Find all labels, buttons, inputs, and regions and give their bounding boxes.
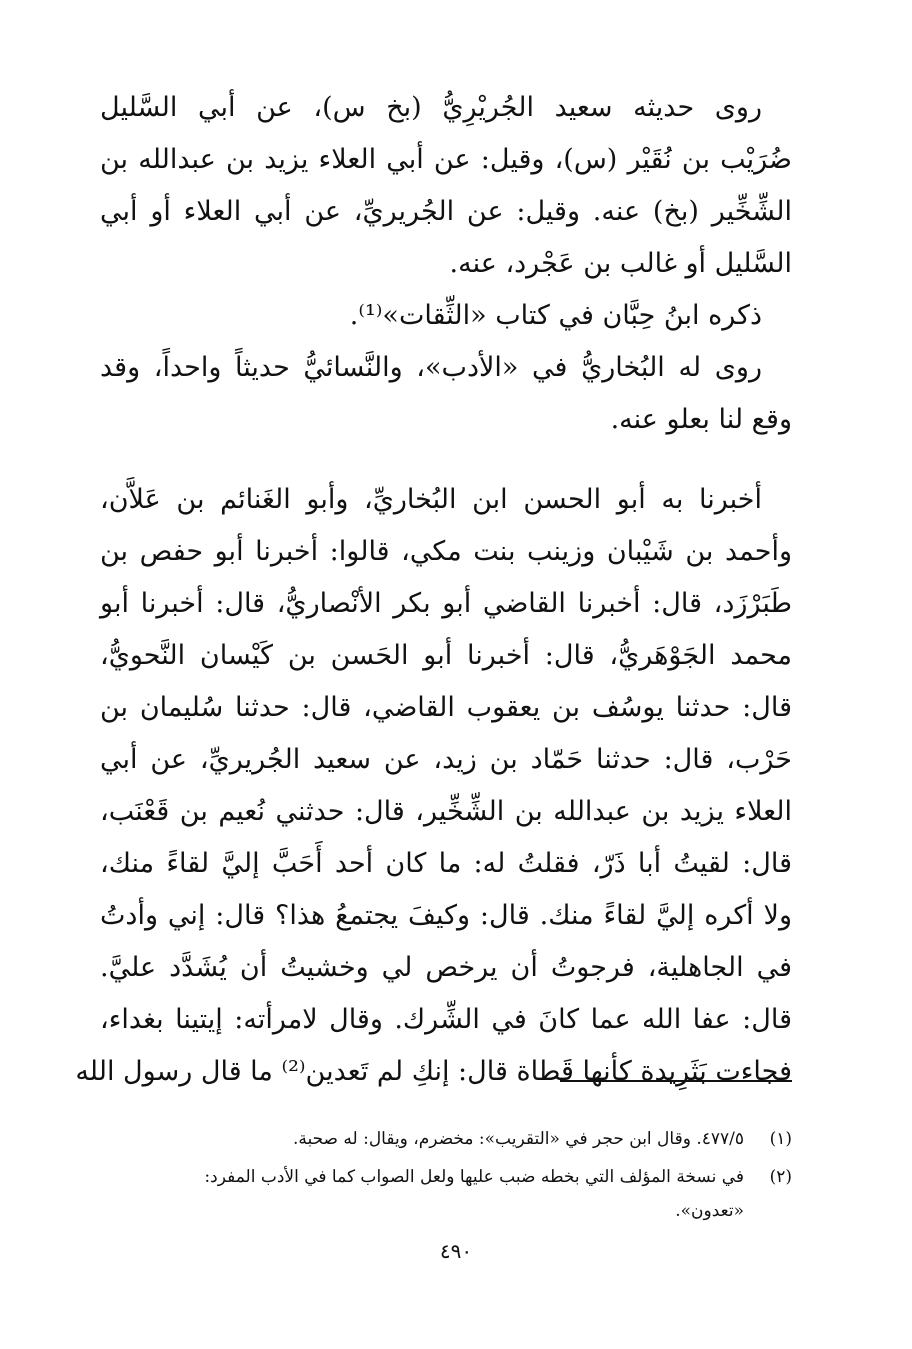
footnote (100, 1160, 792, 1228)
text-line: قال: لقيتُ أبا ذَرّ، فقلتُ له: ما كان أحد أَحَبَّ إليَّ لقاءً منك، (100, 848, 792, 879)
text-line: أخبرنا به أبو الحسن ابن البُخاريِّ، وأبو الغَنائم بن عَلاَّن، (100, 484, 762, 515)
main-text (75, 82, 792, 1098)
page-number: ٤٩٠ (439, 1239, 473, 1263)
text-line: روى حديثه سعيد الجُريْرِيُّ (بخ س)، عن أبي السَّليل (100, 92, 762, 123)
paragraph-gap (100, 446, 792, 474)
footnote-line: في نسخة المؤلف التي بخطه ضبب عليها ولعل الصواب كما في الأدب المفرد: (204, 1167, 744, 1187)
footnote-line: ٤٧٧/٥. وقال ابن حجر في «التقريب»: مخضرم، ويقال: له صحبة. (292, 1129, 744, 1149)
footnote-line: «تعدون». (675, 1201, 744, 1221)
text-line: حَرْب، قال: حدثنا حَمّاد بن زيد، عن سعيد الجُريريِّ، عن أبي (100, 744, 792, 775)
text-line: قال: عفا الله عما كانَ في الشِّرك. وقال لامرأته: إيتينا بغداء، (100, 1004, 792, 1035)
footnote-text (100, 1160, 744, 1228)
text-line: في الجاهلية، فرجوتُ أن يرخص لي وخشيتُ أن يُشَدَّد عليَّ. (100, 952, 792, 983)
paragraph-narrators (100, 82, 792, 290)
footnote-number: (٢) (769, 1167, 792, 1187)
footnote-number: (١) (769, 1129, 792, 1149)
text-line: السَّليل أو غالب بن عَجْرد، عنه. (449, 248, 792, 279)
text-line: قال: حدثنا يوسُف بن يعقوب القاضي، قال: حدثنا سُليمان بن (100, 692, 792, 723)
text-line: ولا أكره إليَّ لقاءً منك. قال: وكيفَ يجتمعُ هذا؟ قال: إني وأدتُ (100, 900, 792, 931)
text-line: العلاء يزيد بن عبدالله بن الشِّخِّير، قال: حدثني نُعيم بن قَعْنَب، (100, 796, 792, 827)
paragraph-hadith-chain (75, 474, 792, 1098)
footnote-separator (560, 1080, 792, 1082)
footnotes (100, 1122, 792, 1228)
text-line: الشِّخِّير (بخ) عنه. وقيل: عن الجُريريِّ، عن أبي العلاء أو أبي (100, 196, 792, 227)
text-line: روى له البُخاريُّ في «الأدب»، والنَّسائيُّ حديثاً واحداً، وقد (100, 352, 762, 383)
text-line: محمد الجَوْهَريُّ، قال: أخبرنا أبو الحَسن بن كَيْسان النَّحويُّ، (100, 640, 792, 671)
text-line: ذكره ابنُ حِبَّان في كتاب «الثِّقات»⁽¹⁾. (349, 300, 762, 331)
footnote (100, 1122, 792, 1156)
text-line: فجاءت بَثَرِيدة كأنها قَطاة قال: إنكِ لم تَعدين⁽²⁾ ما قال رسول الله (75, 1056, 792, 1087)
paragraph-ibn-hibban (100, 290, 792, 342)
text-line: طَبَرْزَد، قال: أخبرنا القاضي أبو بكر الأنْصاريُّ، قال: أخبرنا أبو (100, 588, 792, 619)
text-line: ضُرَيْب بن نُقَيْر (س)، وقيل: عن أبي العلاء يزيد بن عبدالله بن (100, 144, 792, 175)
paragraph-bukhari (100, 342, 792, 446)
text-line: وقع لنا بعلو عنه. (610, 404, 792, 435)
footnote-text (100, 1122, 744, 1156)
text-line: وأحمد بن شَيْبان وزينب بنت مكي، قالوا: أخبرنا أبو حفص بن (100, 536, 792, 567)
